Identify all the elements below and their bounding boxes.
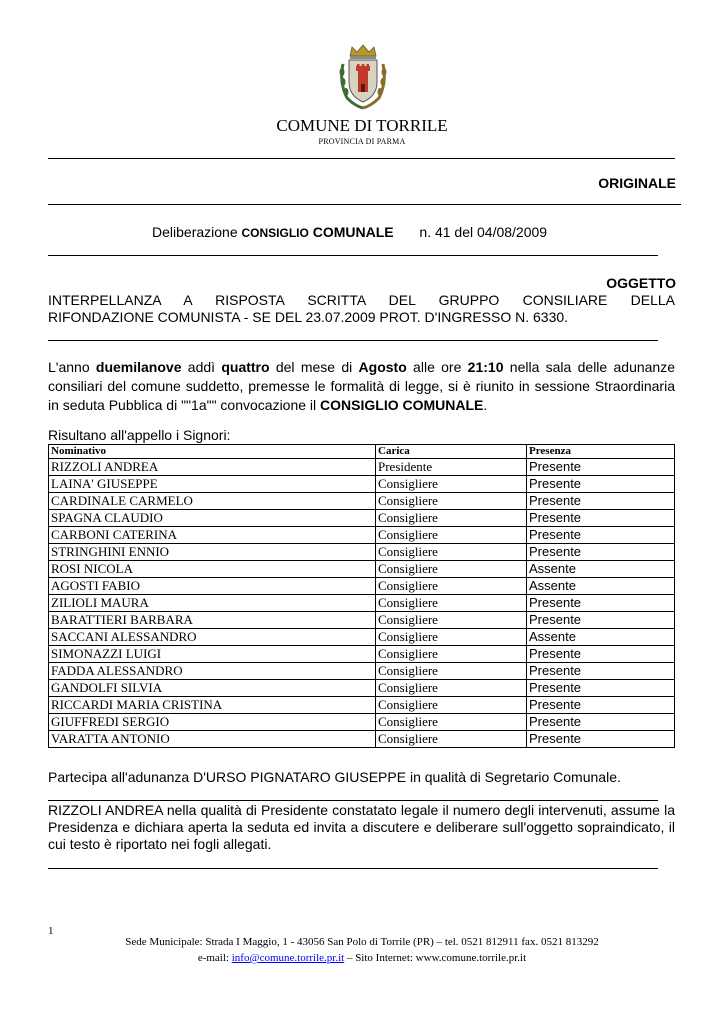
website-text: – Sito Internet: www.comune.torrile.pr.it — [344, 952, 527, 964]
member-presence: Assente — [527, 629, 675, 646]
member-role: Consigliere — [376, 612, 527, 629]
member-name: GANDOLFI SILVIA — [49, 680, 376, 697]
member-presence: Presente — [527, 714, 675, 731]
divider — [48, 340, 658, 341]
giorno: quattro — [221, 359, 270, 375]
member-name: SACCANI ALESSANDRO — [49, 629, 376, 646]
header-nominativo: Nominativo — [49, 445, 376, 459]
member-role: Consigliere — [376, 544, 527, 561]
member-presence: Presente — [527, 527, 675, 544]
table-row — [49, 459, 675, 476]
divider — [48, 800, 658, 801]
member-role: Consigliere — [376, 646, 527, 663]
page-number: 1 — [48, 925, 54, 937]
province-subtitle: PROVINCIA DI PARMA — [318, 137, 406, 146]
member-name: GIUFFREDI SERGIO — [49, 714, 376, 731]
member-role: Consigliere — [376, 578, 527, 595]
segretario-line: Partecipa all'adunanza D'URSO PIGNATARO GIUSEPPE in qualità di Segretario Comunale. — [48, 769, 621, 785]
member-role: Consigliere — [376, 663, 527, 680]
member-name: STRINGHINI ENNIO — [49, 544, 376, 561]
footer-address: Sede Municipale: Strada I Maggio, 1 - 43056 San Polo di Torrile (PR) – tel. 0521 812911 fax. 0521 813292 — [125, 936, 599, 948]
member-presence: Presente — [527, 493, 675, 510]
member-name: LAINA' GIUSEPPE — [49, 476, 376, 493]
footer-contacts: e-mail: info@comune.torrile.pr.it – Sito Internet: www.comune.torrile.pr.it — [197, 952, 527, 964]
member-presence: Presente — [527, 544, 675, 561]
deliberazione-label: Deliberazione — [152, 224, 238, 240]
organo-small: CONSIGLIO — [241, 226, 309, 240]
member-name: FADDA ALESSANDRO — [49, 663, 376, 680]
member-presence: Presente — [527, 731, 675, 748]
member-role: Consigliere — [376, 510, 527, 527]
table-row — [49, 612, 675, 629]
member-role: Consigliere — [376, 476, 527, 493]
deliberazione-number: n. 41 del 04/08/2009 — [419, 224, 548, 240]
table-row — [49, 527, 675, 544]
member-name: SIMONAZZI LUIGI — [49, 646, 376, 663]
oggetto-line-1: INTERPELLANZA A RISPOSTA SCRITTA DEL GRUPPO CONSILIARE DELLA — [48, 292, 675, 308]
member-name: BARATTIERI BARBARA — [49, 612, 376, 629]
member-role: Consigliere — [376, 680, 527, 697]
table-row — [49, 476, 675, 493]
member-name: CARBONI CATERINA — [49, 527, 376, 544]
member-role: Consigliere — [376, 595, 527, 612]
member-presence: Assente — [527, 561, 675, 578]
risultano-label: Risultano all'appello i Signori: — [48, 427, 231, 443]
member-name: AGOSTI FABIO — [49, 578, 376, 595]
member-presence: Assente — [527, 578, 675, 595]
seduta-paragraph: L'anno duemilanove addì quattro del mese di Agosto alle ore 21:10 nella sala delle adunanze consiliari del comune suddetto, premesse le formalità di legge, si è riunito in sessione Straordinaria in seduta Pubblica di ""1a"" convocazione il CONSIGLIO COMUNALE. — [48, 359, 675, 413]
table-row — [49, 629, 675, 646]
table-row — [49, 646, 675, 663]
organo-big: COMUNALE — [312, 224, 394, 240]
member-role: Consigliere — [376, 527, 527, 544]
anno: duemilanove — [95, 359, 182, 375]
member-name: ZILIOLI MAURA — [49, 595, 376, 612]
member-presence: Presente — [527, 459, 675, 476]
divider — [48, 255, 658, 256]
oggetto-text — [48, 292, 675, 326]
member-name: VARATTA ANTONIO — [49, 731, 376, 748]
divider — [48, 868, 658, 869]
table-header-row — [49, 445, 675, 459]
table-row — [49, 493, 675, 510]
member-presence: Presente — [527, 510, 675, 527]
member-name: CARDINALE CARMELO — [49, 493, 376, 510]
document-status: ORIGINALE — [598, 175, 676, 191]
ora: 21:10 — [467, 359, 504, 375]
member-presence: Presente — [527, 646, 675, 663]
presidenza-paragraph: RIZZOLI ANDREA nella qualità di Presidente constatato legale il numero degli intervenuti, assume la Presidenza e dichiara aperta la seduta ed invita a discutere e deliberare sull'oggetto sopraindicato, il cui testo è riportato nei fogli allegati. — [48, 802, 675, 852]
table-row — [49, 714, 675, 731]
member-role: Consigliere — [376, 714, 527, 731]
attendance-table — [48, 444, 675, 748]
table-row — [49, 578, 675, 595]
table-row — [49, 595, 675, 612]
table-row — [49, 663, 675, 680]
oggetto-label: OGGETTO — [606, 275, 676, 291]
member-presence: Presente — [527, 595, 675, 612]
table-row — [49, 510, 675, 527]
header-carica: Carica — [376, 445, 527, 459]
table-row — [49, 680, 675, 697]
member-presence: Presente — [527, 476, 675, 493]
deliberazione-heading — [152, 224, 547, 240]
table-row — [49, 731, 675, 748]
member-role: Consigliere — [376, 697, 527, 714]
member-name: RICCARDI MARIA CRISTINA — [49, 697, 376, 714]
divider — [48, 204, 681, 205]
member-role: Presidente — [376, 459, 527, 476]
table-row — [49, 697, 675, 714]
member-role: Consigliere — [376, 561, 527, 578]
member-presence: Presente — [527, 612, 675, 629]
member-name: ROSI NICOLA — [49, 561, 376, 578]
member-presence: Presente — [527, 697, 675, 714]
mese: Agosto — [358, 359, 407, 375]
member-name: RIZZOLI ANDREA — [49, 459, 376, 476]
municipal-crest-icon — [337, 42, 389, 112]
oggetto-line-2: RIFONDAZIONE COMUNISTA - SE DEL 23.07.2009 PROT. D'INGRESSO N. 6330. — [48, 309, 569, 325]
header-presenza: Presenza — [527, 445, 675, 459]
divider — [48, 158, 675, 159]
member-presence: Presente — [527, 663, 675, 680]
organo-name: CONSIGLIO COMUNALE — [320, 397, 484, 413]
member-presence: Presente — [527, 680, 675, 697]
member-role: Consigliere — [376, 731, 527, 748]
member-role: Consigliere — [376, 629, 527, 646]
email-link[interactable]: info@comune.torrile.pr.it — [231, 952, 345, 964]
municipality-title: COMUNE DI TORRILE — [276, 116, 448, 135]
member-role: Consigliere — [376, 493, 527, 510]
table-row — [49, 561, 675, 578]
member-name: SPAGNA CLAUDIO — [49, 510, 376, 527]
table-row — [49, 544, 675, 561]
